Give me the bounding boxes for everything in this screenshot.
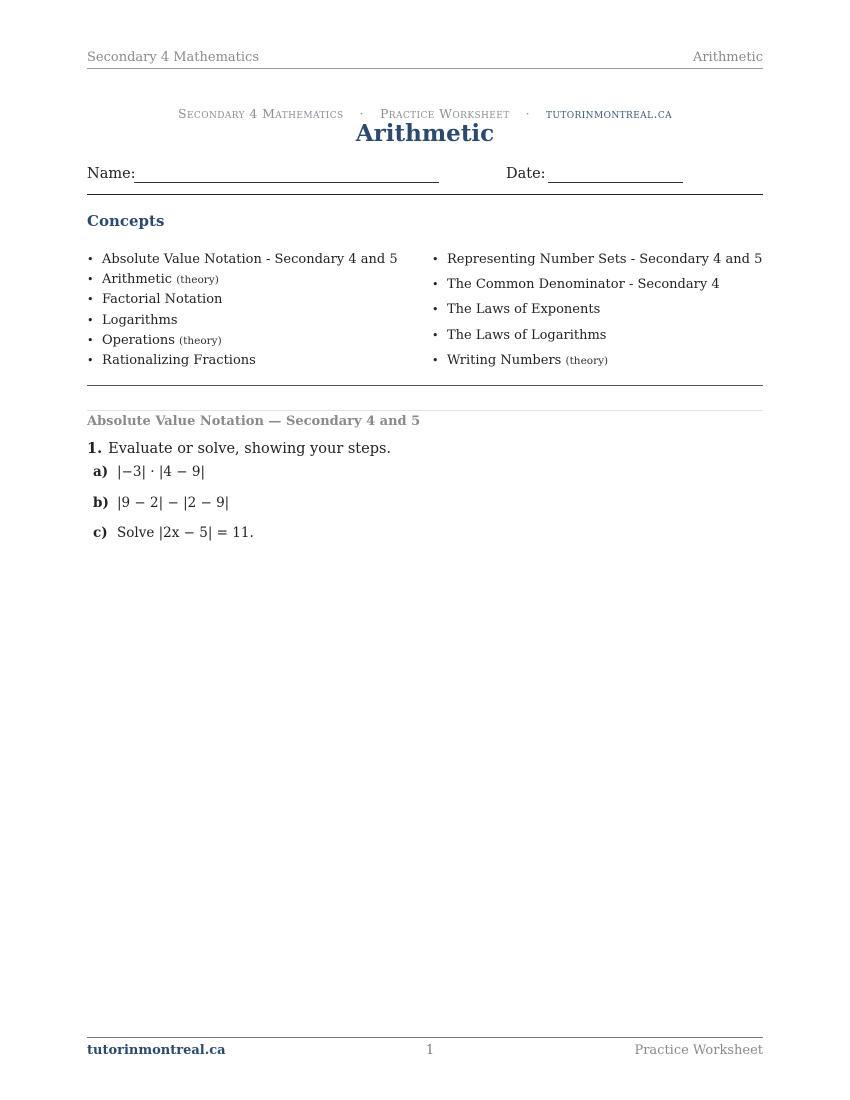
- name-label: Name:: [87, 166, 136, 182]
- running-header: [87, 50, 763, 69]
- concept-item[interactable]: [432, 300, 763, 325]
- concepts-divider: [87, 385, 763, 386]
- concept-item[interactable]: [87, 331, 417, 351]
- concept-label: The Laws of Exponents: [447, 302, 601, 318]
- footer-label: Practice Worksheet: [634, 1043, 763, 1058]
- concepts-list-right: [432, 250, 763, 376]
- concept-item[interactable]: [432, 351, 763, 376]
- page-footer: [87, 1043, 763, 1058]
- part-label: b): [93, 495, 109, 511]
- concept-item[interactable]: [432, 326, 763, 351]
- concept-label: The Laws of Logarithms: [447, 327, 607, 343]
- footer-site[interactable]: tutorinmontreal.ca: [87, 1043, 226, 1058]
- theory-tag: (theory): [179, 334, 222, 347]
- concept-label: Representing Number Sets - Secondary 4 and 5: [447, 252, 763, 267]
- section-divider: [87, 410, 763, 411]
- worksheet-banner: [87, 106, 763, 121]
- section-heading: Absolute Value Notation — Secondary 4 and 5: [87, 414, 421, 429]
- part-label: c): [93, 525, 108, 541]
- name-field[interactable]: [134, 182, 439, 183]
- banner-site[interactable]: tutorinmontreal.ca: [545, 106, 673, 121]
- question-part: [93, 495, 229, 511]
- concepts-heading: Concepts: [87, 212, 165, 230]
- part-expression: |−3| · |4 − 9|: [117, 464, 206, 480]
- page-title: Arithmetic: [355, 120, 495, 147]
- concept-item[interactable]: [87, 351, 417, 371]
- concept-item[interactable]: [432, 275, 763, 300]
- concepts-list-left: [87, 250, 417, 371]
- footer-divider: [87, 1037, 763, 1038]
- concept-label: The Common Denominator - Secondary 4: [447, 277, 720, 293]
- part-expression: Solve |2x − 5| = 11.: [117, 525, 254, 541]
- question-prompt: Evaluate or solve, showing your steps.: [108, 441, 392, 457]
- question: [87, 440, 391, 457]
- page-number: 1: [425, 1043, 435, 1058]
- concept-label: Absolute Value Notation - Secondary 4 and 5: [102, 252, 398, 267]
- header-divider: [87, 194, 763, 195]
- name-date-row: [87, 166, 763, 194]
- concept-item[interactable]: [432, 250, 763, 275]
- question-part: [93, 464, 205, 480]
- date-field[interactable]: [548, 182, 683, 183]
- banner-kind: Practice Worksheet: [379, 106, 510, 121]
- concept-label: Rationalizing Fractions: [102, 352, 256, 368]
- banner-separator: ·: [359, 106, 364, 121]
- concept-label: Writing Numbers: [447, 352, 562, 368]
- date-label: Date:: [506, 166, 546, 182]
- question-number: 1.: [87, 440, 103, 457]
- concept-label: Logarithms: [102, 312, 178, 328]
- part-expression: |9 − 2| − |2 − 9|: [117, 495, 230, 511]
- concept-item[interactable]: [87, 250, 417, 270]
- banner-separator: ·: [525, 106, 530, 121]
- banner-course: Secondary 4 Mathematics: [177, 106, 344, 121]
- concept-label: Operations: [102, 332, 175, 348]
- concept-item[interactable]: [87, 270, 417, 290]
- theory-tag: (theory): [565, 354, 609, 367]
- part-label: a): [93, 464, 109, 480]
- running-header-right: Arithmetic: [692, 50, 763, 65]
- theory-tag: (theory): [176, 274, 219, 287]
- concept-item[interactable]: [87, 290, 417, 310]
- running-header-left: Secondary 4 Mathematics: [87, 50, 260, 65]
- concept-item[interactable]: [87, 311, 417, 331]
- question-part: [93, 525, 254, 541]
- concept-label: Factorial Notation: [102, 292, 223, 308]
- concept-label: Arithmetic: [102, 272, 173, 288]
